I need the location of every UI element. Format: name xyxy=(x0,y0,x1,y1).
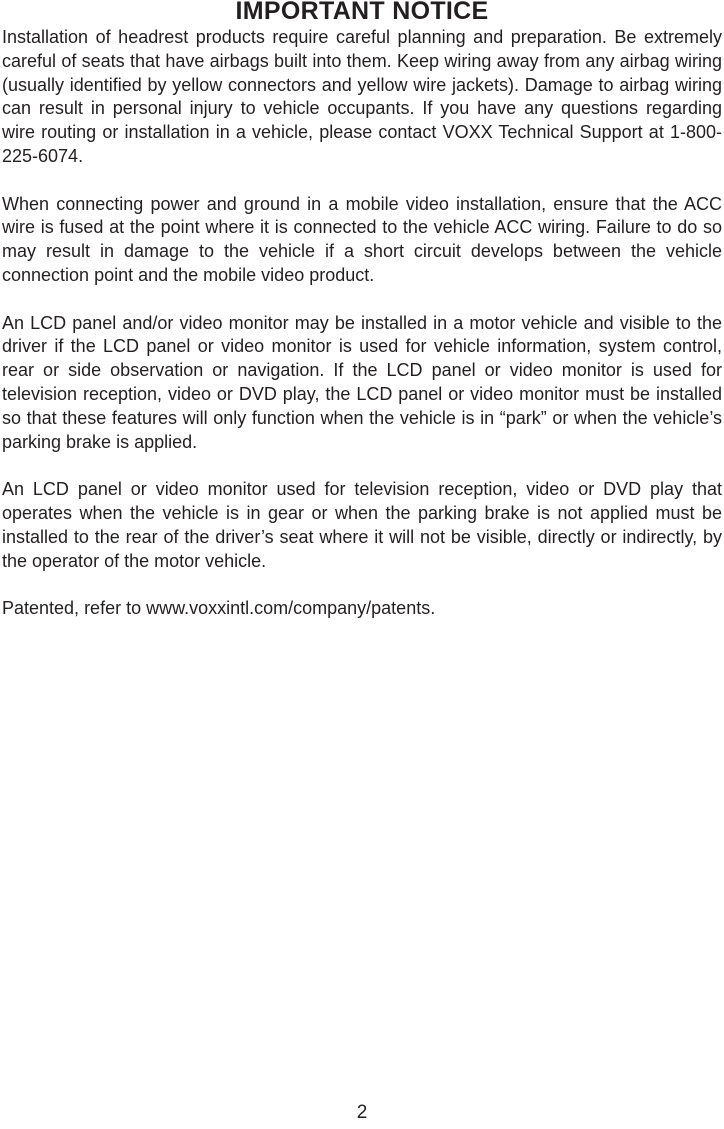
lcd-visibility-paragraph: An LCD panel and/or video monitor may be installed in a motor vehicle and visible to the driver if the LCD panel or video monitor is used for vehicle information, system control, rear or side observation or navigation. If the LCD panel or video monitor is used for television reception, video or DVD play, the LCD panel or video monitor must be installed so that these features will only function when the vehicle is in “park” or when the vehicle’s parking brake is applied. xyxy=(2,312,722,452)
page-number: 2 xyxy=(356,1102,368,1123)
patent-paragraph: Patented, refer to www.voxxintl.com/company/patents. xyxy=(2,598,436,619)
lcd-rear-install-paragraph: An LCD panel or video monitor used for television reception, video or DVD play that operates when the vehicle is in gear or when the parking brake is not applied must be installed to the rear of the driver’s seat where it will not be visible, directly or indirectly, by the operator of the motor vehicle. xyxy=(2,479,722,571)
notice-title: IMPORTANT NOTICE xyxy=(235,0,489,25)
notice-body xyxy=(2,26,722,645)
acc-wiring-paragraph: When connecting power and ground in a mobile video installation, ensure that the ACC wire is fused at the point where it is connected to the vehicle ACC wiring. Failure to do so may result in damage to the vehicle if a short circuit develops between the vehicle connection point and the mobile video product. xyxy=(2,193,722,285)
airbag-warning-paragraph: Installation of headrest products require careful planning and preparation. Be extremely careful of seats that have airbags built into them. Keep wiring away from any airbag wiring (usually identified by yellow connectors and yellow wire jackets). Damage to airbag wiring can result in personal injury to vehicle occupants. If you have any questions regarding wire routing or installation in a vehicle, please contact VOXX Technical Support at 1-800-225-6074. xyxy=(2,27,722,166)
